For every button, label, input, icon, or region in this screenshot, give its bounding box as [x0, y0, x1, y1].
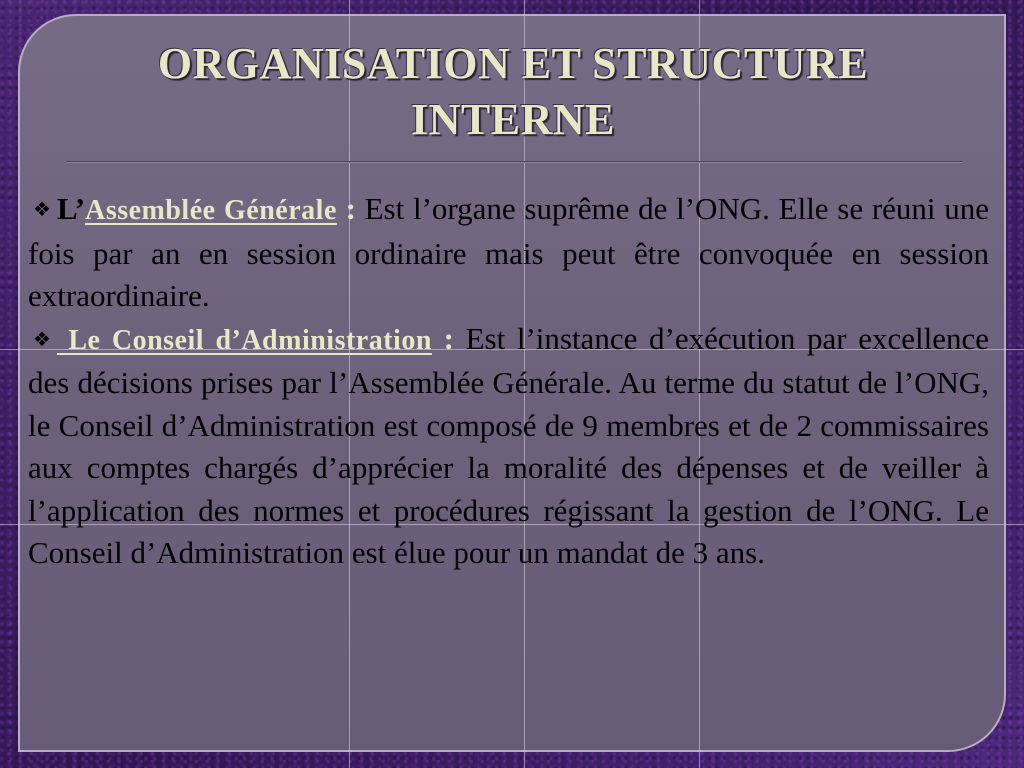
title-divider	[66, 161, 962, 163]
term-conseil-administration: Le Conseil d’Administration	[56, 324, 432, 356]
slide-body	[28, 188, 989, 575]
term-separator: :	[431, 320, 466, 356]
slide-title: ORGANISATION ET STRUCTURE INTERNE	[157, 39, 869, 144]
term-separator: :	[336, 191, 365, 226]
term-assemblee-generale: Assemblée Générale	[85, 195, 337, 226]
diamond-bullet-icon: ❖	[33, 328, 51, 351]
bullet-text: Est l’instance d’exécution par excellence des décisions prises par l’Assemblée Générale. Au terme du statut de l’ONG, le Conseil d’Administration est composé de 9 membres et de 2 commissaires aux comptes chargés d’apprécier la moralité des dépenses et de veiller à l’application des normes et procédures régissant la gestion de l’ONG. Le Conseil d’Administration est élue pour un mandat de 3 ans.	[28, 320, 990, 570]
diamond-bullet-icon: ❖	[33, 199, 51, 221]
bullet-text: Est l’organe suprême de l’ONG. Elle se réuni une fois par an en session ordinaire mais peut être convoquée en session extraordinaire.	[28, 191, 989, 313]
bullet-item-conseil	[28, 318, 989, 575]
bullet-item-assemblee	[28, 188, 989, 318]
bullet-lead: L’	[56, 191, 86, 226]
